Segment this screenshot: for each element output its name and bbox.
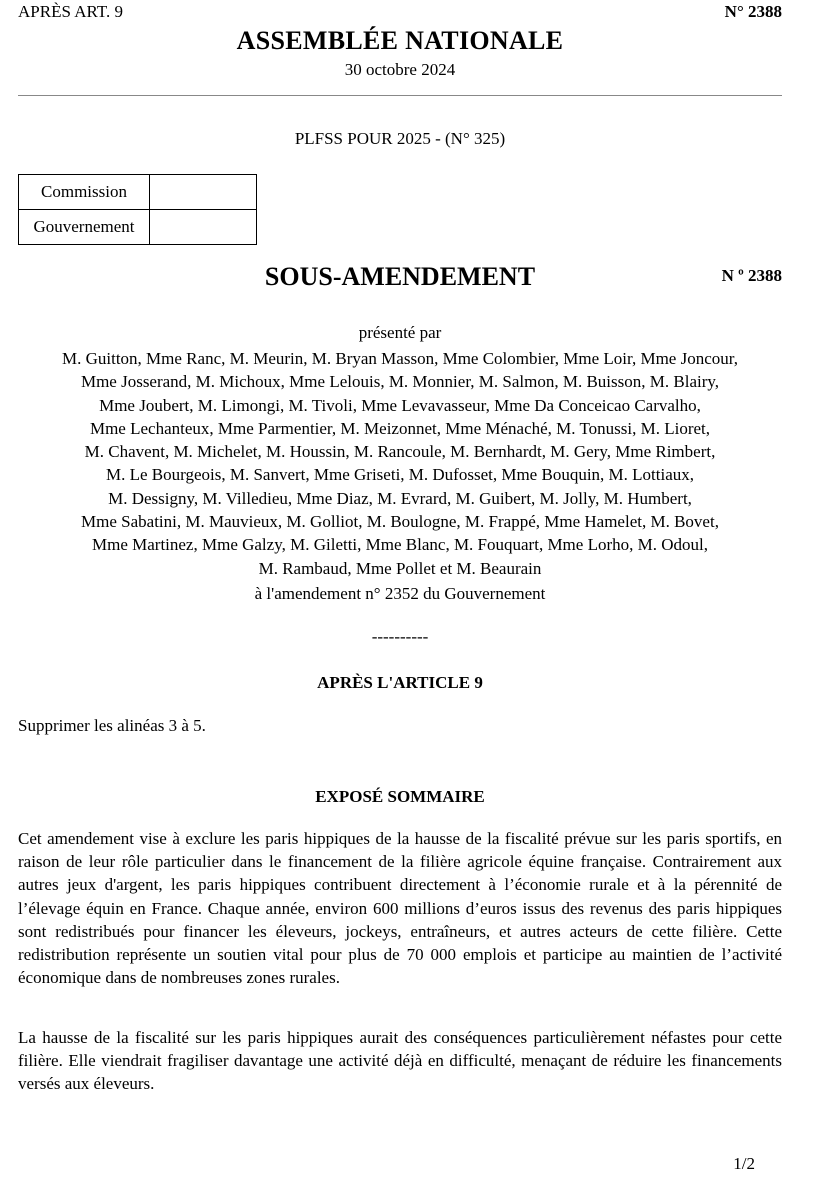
- presented-by-label: présenté par: [358, 323, 442, 342]
- article-heading: APRÈS L'ARTICLE 9: [317, 673, 483, 692]
- amendment-number: N º 2388: [721, 266, 782, 285]
- page-number: 1/2: [733, 1154, 755, 1173]
- dispositif-text: Supprimer les alinéas 3 à 5.: [18, 716, 206, 735]
- review-table: [18, 174, 257, 245]
- authors-line: Mme Josserand, M. Michoux, Mme Lelouis, M. Monnier, M. Salmon, M. Buisson, M. Blairy,: [80, 372, 720, 392]
- authors-line: M. Guitton, Mme Ranc, M. Meurin, M. Bryan Masson, Mme Colombier, Mme Loir, Mme Joncour,: [61, 349, 738, 368]
- review-value: [150, 210, 257, 245]
- expose-paragraph: La hausse de la fiscalité sur les paris hippiques aurait des conséquences particulièrement néfastes pour cette filière. Elle viendrait fragiliser davantage une activité déjà en difficulté, menaçant de réduire les financements versés aux éleveurs.: [18, 1028, 782, 1094]
- review-label: Gouvernement: [19, 210, 150, 245]
- document-type-heading: SOUS-AMENDEMENT: [264, 262, 536, 291]
- amendment-number-header: N° 2388: [724, 2, 782, 21]
- review-row-commission: [19, 175, 257, 210]
- institution-title: ASSEMBLÉE NATIONALE: [236, 26, 564, 55]
- authors-line: M. Dessigny, M. Villedieu, Mme Diaz, M. Evrard, M. Guibert, M. Jolly, M. Humbert,: [108, 488, 692, 508]
- header-divider: [18, 95, 782, 96]
- article-position-label: APRÈS ART. 9: [18, 2, 123, 21]
- bill-reference: PLFSS POUR 2025 - (N° 325): [294, 129, 506, 148]
- authors-line: M. Chavent, M. Michelet, M. Houssin, M. Rancoule, M. Bernhardt, M. Gery, Mme Rimbert,: [84, 442, 716, 462]
- review-value: [150, 175, 257, 210]
- expose-paragraph: Cet amendement vise à exclure les paris hippiques de la hausse de la fiscalité prévue sur les paris sportifs, en raison de leur rôle particulier dans le financement de la filière agricole équine française. Contrairement aux autres jeux d'argent, les paris hippiques contribuent directement à l’économie rurale et à la pérennité de l’élevage équin en France. Chaque année, environ 600 millions d’euros issus des revenus des paris hippiques sont redistribués pour financer les éleveurs, jockeys, entraîneurs, et autres acteurs de cette filière. Cette redistribution représente un soutien vital pour plus de 70 000 emplois et participe au maintien de l’activité économique dans de nombreuses zones rurales.: [18, 829, 782, 988]
- authors-line: Mme Martinez, Mme Galzy, M. Giletti, Mme Blanc, M. Fouquart, Mme Lorho, M. Odoul,: [91, 535, 708, 555]
- authors-line: Mme Sabatini, M. Mauvieux, M. Golliot, M. Boulogne, M. Frappé, Mme Hamelet, M. Bovet,: [81, 512, 719, 532]
- section-separator: ----------: [371, 627, 429, 646]
- authors-list: [0, 347, 800, 580]
- document-date: 30 octobre 2024: [344, 60, 456, 79]
- authors-line: M. Le Bourgeois, M. Sanvert, Mme Griseti, M. Dufosset, Mme Bouquin, M. Lottiaux,: [105, 465, 695, 485]
- review-row-gouvernement: [19, 210, 257, 245]
- parent-amendment-reference: à l'amendement n° 2352 du Gouvernement: [254, 584, 546, 603]
- authors-line: Mme Joubert, M. Limongi, M. Tivoli, Mme Levavasseur, Mme Da Conceicao Carvalho,: [99, 395, 701, 415]
- expose-heading: EXPOSÉ SOMMAIRE: [315, 787, 485, 806]
- authors-line: M. Rambaud, Mme Pollet et M. Beaurain: [258, 558, 542, 578]
- authors-line: Mme Lechanteux, Mme Parmentier, M. Meizonnet, Mme Ménaché, M. Tonussi, M. Lioret,: [89, 418, 711, 438]
- review-label: Commission: [19, 175, 150, 210]
